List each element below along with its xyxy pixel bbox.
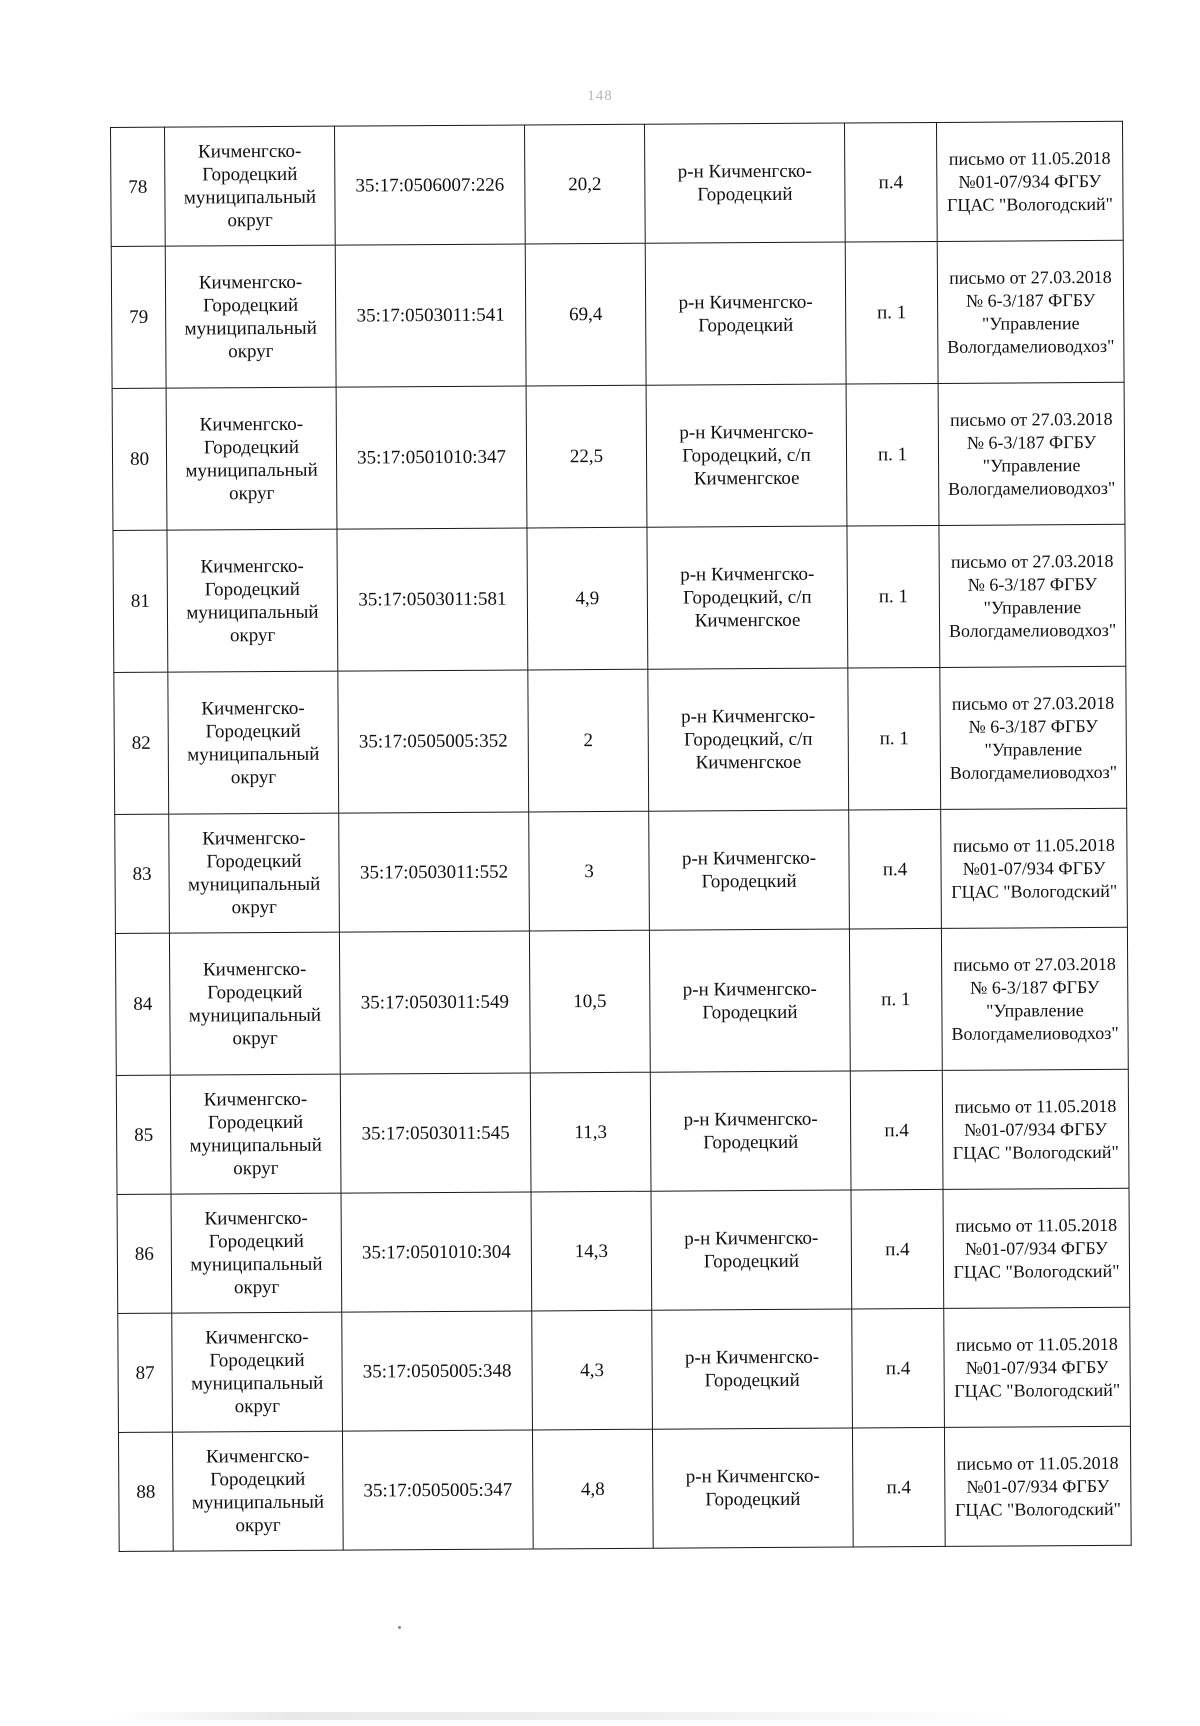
cadastral-number-cell: 35:17:0503011:549	[339, 931, 530, 1074]
municipality-cell: Кичменгско-Городецкий муниципальный округ	[169, 813, 340, 933]
clause-cell: п.4	[851, 1189, 944, 1309]
cadastral-number-cell: 35:17:0503011:552	[339, 812, 530, 932]
location-cell: р-н Кичменгско-Городецкий	[649, 810, 850, 930]
row-number: 79	[111, 246, 166, 388]
location-cell: р-н Кичменгско-Городецкий, с/п Кичменгское	[646, 384, 847, 527]
basis-cell: письмо от 11.05.2018 №01-07/934 ФГБУ ГЦАС "Вологодский"	[942, 1069, 1129, 1189]
row-number: 82	[114, 672, 169, 814]
municipality-cell: Кичменгско-Городецкий муниципальный округ	[171, 1193, 342, 1313]
area-cell: 3	[529, 811, 650, 931]
row-number: 86	[117, 1194, 172, 1313]
table-row	[118, 1426, 1131, 1551]
location-cell: р-н Кичменгско-Городецкий	[652, 1428, 853, 1548]
clause-cell: п. 1	[847, 525, 940, 668]
basis-cell: письмо от 11.05.2018 №01-07/934 ФГБУ ГЦАС "Вологодский"	[943, 1188, 1130, 1308]
area-cell: 10,5	[529, 930, 650, 1073]
cadastral-number-cell: 35:17:0501010:347	[336, 386, 527, 529]
municipality-cell: Кичменгско-Городецкий муниципальный округ	[168, 671, 339, 814]
basis-cell: письмо от 11.05.2018 №01-07/934 ФГБУ ГЦАС "Вологодский"	[936, 121, 1123, 241]
row-number: 83	[115, 814, 170, 933]
scan-edge-smudge	[110, 1712, 1010, 1720]
area-cell: 4,3	[532, 1310, 653, 1430]
clause-cell: п. 1	[848, 667, 941, 810]
municipality-cell: Кичменгско-Городецкий муниципальный округ	[172, 1312, 343, 1432]
location-cell: р-н Кичменгско-Городецкий	[651, 1190, 852, 1310]
basis-cell: письмо от 27.03.2018 № 6-3/187 ФГБУ "Управление Вологдамелиоводхоз"	[941, 927, 1128, 1070]
table-row	[117, 1188, 1130, 1313]
row-number: 88	[118, 1432, 173, 1551]
location-cell: р-н Кичменгско-Городецкий	[650, 1071, 851, 1191]
location-cell: р-н Кичменгско-Городецкий	[645, 242, 846, 385]
municipality-cell: Кичменгско-Городецкий муниципальный округ	[170, 1074, 341, 1194]
area-cell: 2	[528, 669, 649, 812]
cadastral-number-cell: 35:17:0506007:226	[334, 125, 525, 245]
table-row	[111, 121, 1124, 246]
municipality-cell: Кичменгско-Городецкий муниципальный округ	[165, 126, 336, 246]
basis-cell: письмо от 27.03.2018 № 6-3/187 ФГБУ "Управление Вологдамелиоводхоз"	[937, 240, 1124, 383]
table-row	[114, 666, 1127, 814]
municipality-cell: Кичменгско-Городецкий муниципальный округ	[165, 245, 336, 388]
page-number: 148	[587, 88, 613, 104]
municipality-cell: Кичменгско-Городецкий муниципальный округ	[167, 529, 338, 672]
clause-cell: п.4	[852, 1427, 945, 1547]
cadastral-number-cell: 35:17:0505005:348	[342, 1311, 533, 1431]
basis-cell: письмо от 11.05.2018 №01-07/934 ФГБУ ГЦАС "Вологодский"	[941, 808, 1128, 928]
area-cell: 14,3	[531, 1191, 652, 1311]
land-plots-table	[110, 121, 1132, 1552]
basis-cell: письмо от 11.05.2018 №01-07/934 ФГБУ ГЦАС "Вологодский"	[944, 1426, 1131, 1546]
location-cell: р-н Кичменгско-Городецкий	[652, 1309, 853, 1429]
area-cell: 69,4	[525, 243, 646, 386]
area-cell: 11,3	[530, 1072, 651, 1192]
area-cell: 4,8	[532, 1429, 653, 1549]
clause-cell: п. 1	[849, 928, 942, 1071]
row-number: 87	[118, 1313, 173, 1432]
scan-speck	[398, 1626, 401, 1629]
clause-cell: п.4	[852, 1308, 945, 1428]
cadastral-number-cell: 35:17:0503011:581	[337, 528, 528, 671]
clause-cell: п.4	[849, 809, 942, 929]
table-row	[113, 524, 1126, 672]
cadastral-number-cell: 35:17:0505005:352	[338, 670, 529, 813]
cadastral-number-cell: 35:17:0503011:541	[335, 244, 526, 387]
row-number: 78	[111, 127, 166, 246]
clause-cell: п. 1	[846, 383, 939, 526]
area-cell: 22,5	[526, 385, 647, 528]
table-row	[111, 240, 1124, 388]
clause-cell: п. 1	[845, 241, 938, 384]
row-number: 80	[112, 388, 167, 530]
table-row	[118, 1307, 1131, 1432]
municipality-cell: Кичменгско-Городецкий муниципальный округ	[172, 1431, 343, 1551]
location-cell: р-н Кичменгско-Городецкий, с/п Кичменгское	[647, 526, 848, 669]
clause-cell: п.4	[850, 1070, 943, 1190]
location-cell: р-н Кичменгско-Городецкий, с/п Кичменгское	[648, 668, 849, 811]
basis-cell: письмо от 27.03.2018 № 6-3/187 ФГБУ "Управление Вологдамелиоводхоз"	[939, 524, 1126, 667]
table-row	[116, 1069, 1129, 1194]
basis-cell: письмо от 27.03.2018 № 6-3/187 ФГБУ "Управление Вологдамелиоводхоз"	[940, 666, 1127, 809]
table-row	[115, 808, 1128, 933]
location-cell: р-н Кичменгско-Городецкий	[644, 123, 845, 243]
table-row	[112, 382, 1125, 530]
row-number: 84	[115, 933, 170, 1075]
basis-cell: письмо от 27.03.2018 № 6-3/187 ФГБУ "Управление Вологдамелиоводхоз"	[938, 382, 1125, 525]
cadastral-number-cell: 35:17:0501010:304	[341, 1192, 532, 1312]
cadastral-number-cell: 35:17:0505005:347	[342, 1430, 533, 1550]
row-number: 81	[113, 530, 168, 672]
location-cell: р-н Кичменгско-Городецкий	[649, 929, 850, 1072]
clause-cell: п.4	[844, 122, 937, 242]
row-number: 85	[116, 1075, 171, 1194]
municipality-cell: Кичменгско-Городецкий муниципальный округ	[169, 932, 340, 1075]
area-cell: 4,9	[527, 527, 648, 670]
table-row	[115, 927, 1128, 1075]
cadastral-number-cell: 35:17:0503011:545	[340, 1073, 531, 1193]
area-cell: 20,2	[524, 124, 645, 244]
basis-cell: письмо от 11.05.2018 №01-07/934 ФГБУ ГЦАС "Вологодский"	[944, 1307, 1131, 1427]
municipality-cell: Кичменгско-Городецкий муниципальный округ	[166, 387, 337, 530]
